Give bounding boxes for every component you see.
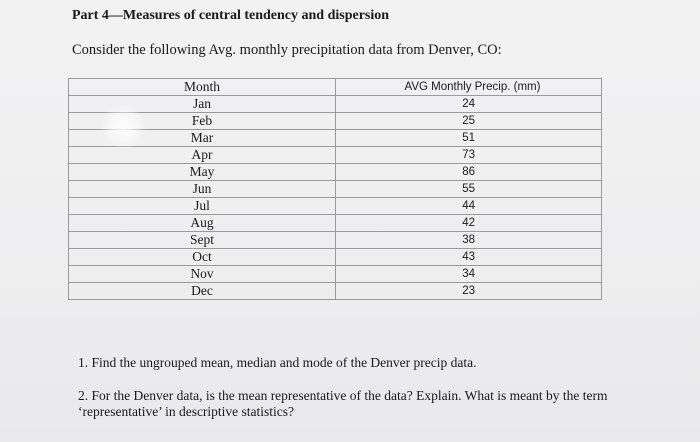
month-cell: Mar — [69, 130, 336, 147]
table-row — [69, 130, 602, 147]
precip-cell: 34 — [336, 266, 602, 283]
table-row — [69, 283, 602, 300]
table-row — [69, 215, 602, 232]
month-cell: May — [69, 164, 336, 181]
precip-cell: 38 — [336, 232, 602, 249]
table-row — [69, 147, 602, 164]
month-cell: Nov — [69, 266, 336, 283]
table-header-row — [69, 79, 602, 96]
precipitation-table — [68, 78, 602, 300]
question-2: 2. For the Denver data, is the mean representative of the data? Explain. What is meant by the term ‘representative’ in descriptive statistics? — [78, 388, 608, 419]
precip-cell: 23 — [336, 283, 602, 300]
question-1: 1. Find the ungrouped mean, median and mode of the Denver precip data. — [78, 355, 477, 370]
precip-cell: 43 — [336, 249, 602, 266]
table-row — [69, 232, 602, 249]
precip-cell: 55 — [336, 181, 602, 198]
table-row — [69, 266, 602, 283]
precip-cell: 86 — [336, 164, 602, 181]
table-row — [69, 249, 602, 266]
column-header-precip: AVG Monthly Precip. (mm) — [336, 79, 602, 96]
month-cell: Aug — [69, 215, 336, 232]
table-row — [69, 96, 602, 113]
page-title: Part 4—Measures of central tendency and dispersion — [72, 8, 390, 23]
month-cell: Feb — [69, 113, 336, 130]
table-row — [69, 164, 602, 181]
precip-cell: 44 — [336, 198, 602, 215]
table-row — [69, 181, 602, 198]
precip-cell: 51 — [336, 130, 602, 147]
month-cell: Dec — [69, 283, 336, 300]
month-cell: Jun — [69, 181, 336, 198]
precip-cell: 73 — [336, 147, 602, 164]
month-cell: Apr — [69, 147, 336, 164]
month-cell: Jan — [69, 96, 336, 113]
precip-cell: 24 — [336, 96, 602, 113]
table-row — [69, 113, 602, 130]
month-cell: Oct — [69, 249, 336, 266]
precip-cell: 25 — [336, 113, 602, 130]
table-row — [69, 198, 602, 215]
intro-text: Consider the following Avg. monthly precipitation data from Denver, CO: — [72, 42, 502, 58]
precip-cell: 42 — [336, 215, 602, 232]
column-header-month: Month — [69, 79, 336, 96]
month-cell: Sept — [69, 232, 336, 249]
month-cell: Jul — [69, 198, 336, 215]
